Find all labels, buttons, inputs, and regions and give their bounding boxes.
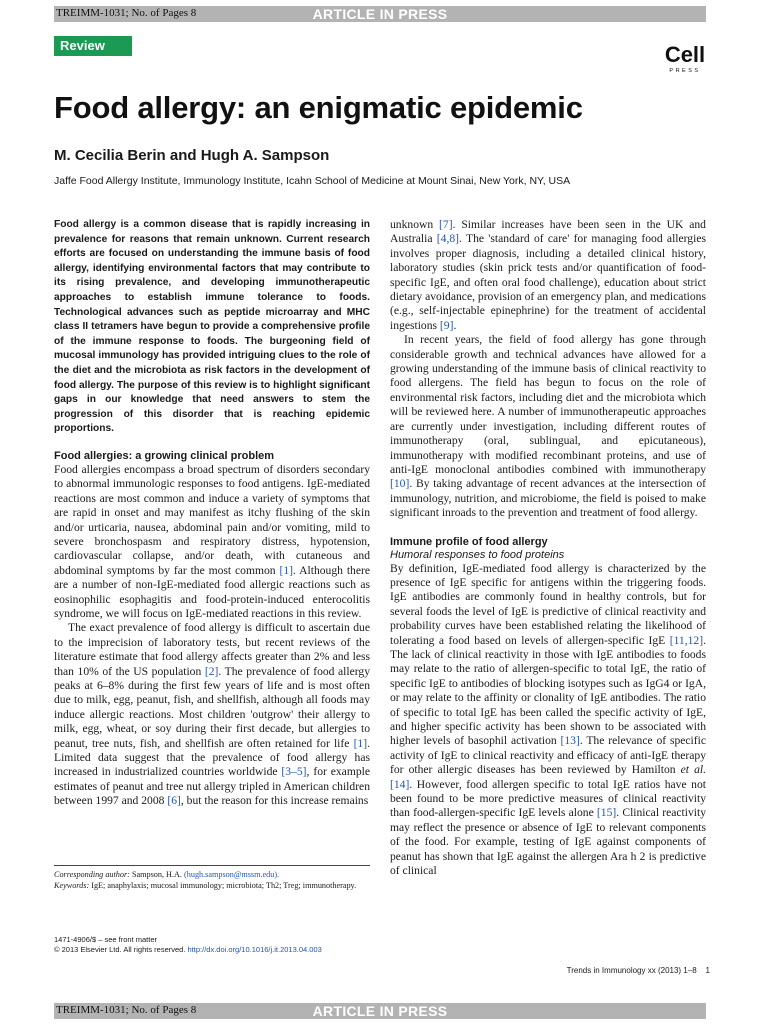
subsection-heading-humoral: Humoral responses to food proteins <box>390 548 565 561</box>
doi-link[interactable]: http://dx.doi.org/10.1016/j.it.2013.04.003 <box>187 945 322 954</box>
article-in-press-banner-bottom: ARTICLE IN PRESS <box>312 1003 448 1019</box>
citation-link[interactable]: [10] <box>390 477 410 491</box>
citation-link[interactable]: [11,12] <box>669 633 704 647</box>
journal-footer <box>520 966 710 975</box>
corresponding-author: Corresponding author: Sampson, H.A. (hugh.sampson@mssm.edu). <box>54 870 280 879</box>
page-number: 1 <box>705 966 710 975</box>
citation-link[interactable]: [15] <box>596 806 617 820</box>
footnotes <box>54 865 370 891</box>
left-column <box>54 218 370 809</box>
citation-link[interactable]: [1] <box>279 563 294 577</box>
article-title: Food allergy: an enigmatic epidemic <box>54 90 583 125</box>
citation-link[interactable]: [7] <box>439 218 453 231</box>
citation-link[interactable]: [4,8] <box>436 232 460 246</box>
paragraph-continued: unknown [7]. Similar increases have been seen in the UK and Australia [4,8]. The 'standard of care' for managing food allergies involves proper diagnosis, including a detailed clinical history, laboratory studies (skin prick tests and/or quantification of food-specific IgE, and often oral food challenge), education about strict dietary avoidance, provision of an emergency plan, and medications (e.g., self-injectable epinephrine) for the treatment of accidental ingestions [9]. <box>390 218 706 332</box>
logo-wordmark: Cell <box>664 42 706 67</box>
section-heading-clinical-problem: Food allergies: a growing clinical problem <box>54 449 275 462</box>
citation-link[interactable]: [3–5] <box>281 765 307 779</box>
license-block <box>54 935 384 955</box>
section-heading-immune-profile: Immune profile of food allergy <box>390 535 548 548</box>
affiliation: Jaffe Food Allergy Institute, Immunology Institute, Icahn School of Medicine at Mount Sinai, New York, NY, USA <box>54 175 571 187</box>
review-tag: Review <box>54 36 132 56</box>
author-list: M. Cecilia Berin and Hugh A. Sampson <box>54 147 330 164</box>
paragraph-prevalence: The exact prevalence of food allergy is difficult to ascertain due to the imprecision of laboratory tests, but recent reviews of the literature estimate that food allergy affects greater than 2% and less than 10% of the US population [2]. The prevalence of food allergy peaks at 6–8% during the first few years of life and is most often due to milk, egg, peanut, fish, and shellfish, although all foods may induce allergic reactions. Most children 'outgrow' their allergy to milk, egg, wheat, or soy during their first decade, but allergies to peanut, tree nuts, fish, and shellfish are often retained for life [1]. Limited data suggest that the prevalence of food allergy has increased in industrialized countries worldwide [3–5], for example estimates of peanut and tree nut allergy tripled in American children between 1997 and 2008 [6], but the reason for this increase remains <box>54 621 371 808</box>
citation-link[interactable]: [6] <box>167 794 181 808</box>
citation-link[interactable]: [1] <box>353 736 368 750</box>
bottom-banner <box>54 1003 706 1019</box>
journal-citation: Trends in Immunology xx (2013) 1–8 <box>566 966 697 975</box>
paragraph-recent-years: In recent years, the field of food allergy has gone through considerable growth and technical advances have allowed for a growing understanding of the immune basis of clinical reactivity to food allergens. The field has begun to focus on the role of environmental risk factors, including diet and the microbiota which will be reviewed here. A number of immunotherapeutic approaches are currently under investigation, including different routes of immunotherapy (oral, sublingual, and epicutaneous), immunotherapy with modified recombinant proteins, and use of anti-IgE monoclonal antibodies combined with immunotherapy [10]. By taking advantage of recent advances at the intersection of immunology, nutrition, and microbiome, the field is poised to make significant inroads to the prevention and treatment of food allergy. <box>390 333 706 520</box>
copyright-line: © 2013 Elsevier Ltd. All rights reserved. http://dx.doi.org/10.1016/j.it.2013.04.003 <box>54 945 322 954</box>
citation-link[interactable]: [9] <box>439 318 454 332</box>
paragraph-intro: Food allergies encompass a broad spectrum of disorders secondary to abnormal immunologic responses to food antigens. IgE-mediated reactions are most common and induce a variety of symptoms that are rapid in onset and may manifest as itchy flushing of the skin and/or urticaria, nausea, abdominal pain and/or vomiting, mild to severe bronchospasm and respiratory distress, hypotension, cardiovascular collapse, and/or death, with cutaneous and abdominal symptoms by far the most common [1]. Although there are a number of non-IgE-mediated food allergic reactions such as eosinophilic esophagitis and food-protein-induced enterocolitis syndrome, we will focus on IgE-mediated reactions in this review. <box>54 462 370 620</box>
citation-link[interactable]: [14] <box>390 777 410 791</box>
cell-press-logo <box>660 40 710 74</box>
keywords: Keywords: IgE; anaphylaxis; mucosal immunology; microbiota; Th2; Treg; immunotherapy. <box>54 881 357 890</box>
manuscript-ref: TREIMM-1031; No. of Pages 8 <box>56 7 197 19</box>
article-in-press-banner: ARTICLE IN PRESS <box>312 6 448 22</box>
top-banner <box>54 6 706 22</box>
paragraph-humoral: By definition, IgE-mediated food allergy is characterized by the presence of IgE specific for antigens within the triggering foods. IgE antibodies are commonly found in healthy controls, but for several foods the level of IgE is predictive of clinical reactivity and probability curves have been established relating the likelihood of tolerating a food based on levels of allergen-specific IgE [11,12]. The lack of clinical reactivity in those with IgE antibodies to foods may relate to the ratio of allergen-specific to total IgE, the ratio of specific IgE to antibodies of blocking isotypes such as IgG4 or IgA, or may relate to the affinity or clonality of IgE antibodies. The ratio of specific to total IgE has been called the specific activity of IgE, and higher specific activity has been shown to be associated with higher levels of basophil activation [13]. The relevance of specific activity of IgE to clinical reactivity and efficacy of anti-IgE therapy for other allergic diseases has been reviewed by Hamilton et al. [14]. However, food allergen specific to total IgE ratios have not been found to be more predictive measures of clinical reactivity than food-allergen-specific IgE levels alone [15]. Clinical reactivity may reflect the presence or absence of IgE to relevant components of the food. For example, testing of IgE against components of peanut has shown that IgE against the allergen Ara h 2 is predictive of clinical <box>390 561 707 878</box>
citation-link[interactable]: [2] <box>204 664 219 678</box>
right-column <box>390 218 706 878</box>
email-link[interactable]: (hugh.sampson@mssm.edu). <box>184 870 280 879</box>
abstract: Food allergy is a common disease that is rapidly increasing in prevalence for reasons that remain unknown. Current research efforts are focused on understanding the immune basis of food allergy, identifying environmental factors that may contribute to its rising prevalence, and developing immunotherapeutic approaches to establish immune tolerance to foods. Technological advances such as peptide microarray and MHC class II tetramers have begun to provide a comprehensive profile of the immune response to foods. The burgeoning field of mucosal immunology has provided intriguing clues to the role of the diet and the microbiota as risk factors in the development of food allergy. The purpose of this review is to highlight significant gaps in our knowledge that need answers to stem the progression of this disorder that is reaching epidemic proportions. <box>54 219 370 435</box>
citation-link[interactable]: [13] <box>560 734 580 748</box>
manuscript-ref-bottom: TREIMM-1031; No. of Pages 8 <box>56 1004 197 1016</box>
issn-line: 1471-4906/$ – see front matter <box>54 935 157 944</box>
logo-subtext: PRESS <box>669 68 701 74</box>
